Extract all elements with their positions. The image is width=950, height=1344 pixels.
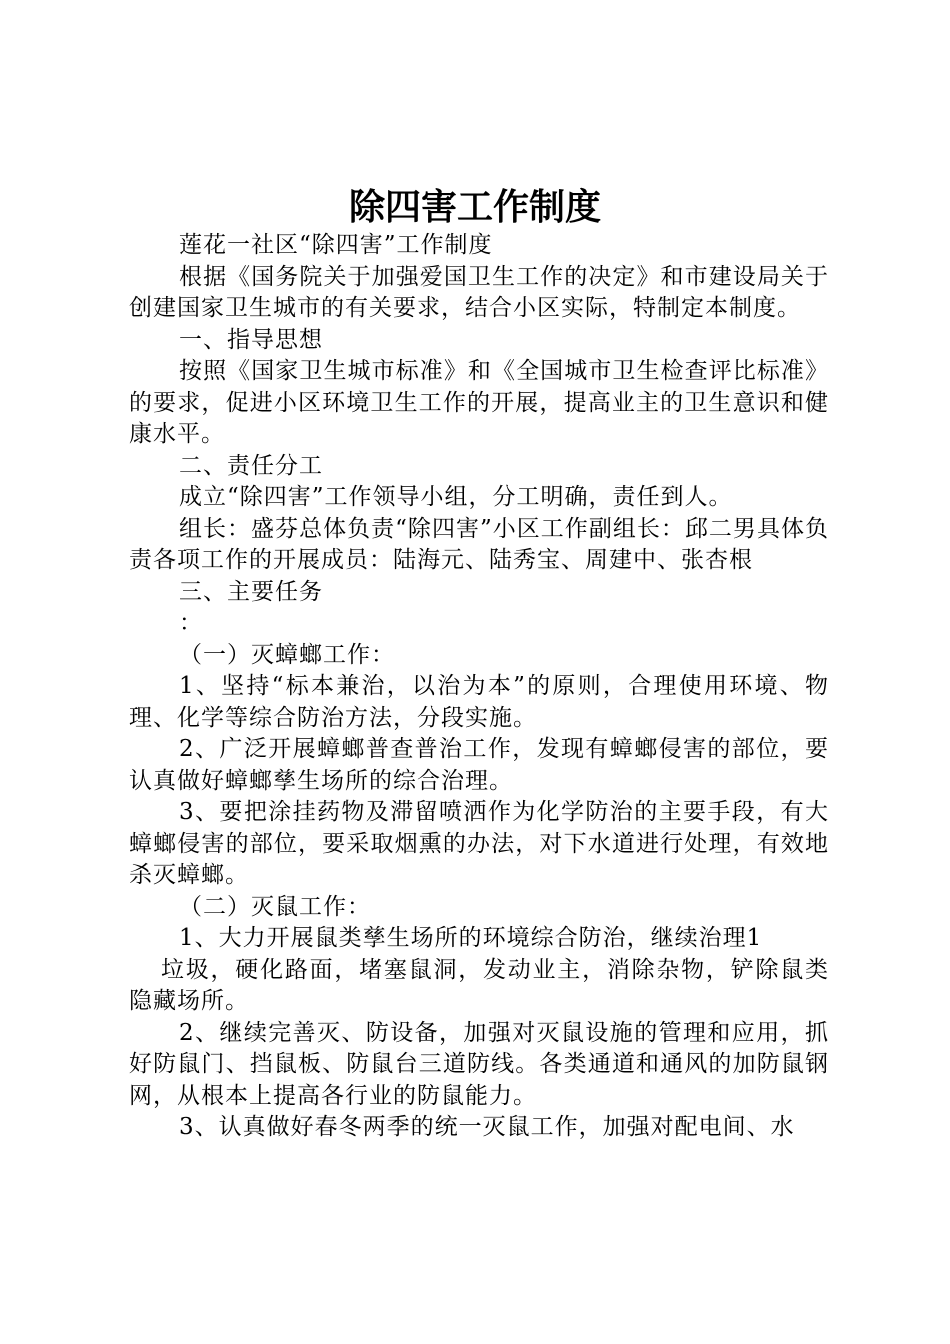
section-heading-responsibility: 二、责任分工 [179,452,323,479]
section-heading-main-tasks: 三、主要任务 [179,578,323,605]
subsection-heading-rodent: （二）灭鼠工作： [179,893,371,920]
colon-line: ： [179,610,203,636]
document-title: 除四害工作制度 [348,187,601,228]
cockroach-item-3: 3、要把涂挂药物及滞留喷洒作为化学防治的主要手段，有大蟑螂侵害的部位，要采取烟熏的办法，对下水道进行处理，有效地杀灭蟑螂。 [129,799,829,888]
rodent-item-2: 2、继续完善灭、防设备，加强对灭鼠设施的管理和应用，抓好防鼠门、挡鼠板、防鼠台三道防线。各类通道和通风的加防鼠钢网，从根本上提高各行业的防鼠能力。 [129,1019,829,1109]
document-body [129,230,829,1144]
rodent-item-1-continued: 垃圾，硬化路面，堵塞鼠洞，发动业主，消除杂物，铲除鼠类隐藏场所。 [129,956,829,1014]
subsection-heading-cockroach: （一）灭蟑螂工作： [179,641,395,668]
section-heading-guiding-ideas: 一、指导思想 [179,326,323,353]
rodent-item-1: 1、大力开展鼠类孳生场所的环境综合防治，继续治理1 [179,925,763,951]
rodent-item-3: 3、认真做好春冬两季的统一灭鼠工作，加强对配电间、水 [179,1114,795,1140]
cockroach-item-1: 1、坚持“标本兼治，以治为本”的原则，合理使用环境、物理、化学等综合防治方法，分段实施。 [129,673,829,731]
team-members-paragraph: 组长：盛芬总体负责“除四害”小区工作副组长：邱二男具体负责各项工作的开展成员：陆海元、陆秀宝、周建中、张杏根 [129,515,829,573]
subtitle-paragraph: 莲花一社区“除四害”工作制度 [179,232,493,258]
intro-paragraph: 根据《国务院关于加强爱国卫生工作的决定》和市建设局关于创建国家卫生城市的有关要求，结合小区实际，特制定本制度。 [129,263,829,321]
guiding-ideas-paragraph: 按照《国家卫生城市标准》和《全国城市卫生检查评比标准》的要求，促进小区环境卫生工作的开展，提高业主的卫生意识和健康水平。 [129,358,829,447]
responsibility-paragraph: 成立“除四害”工作领导小组，分工明确，责任到人。 [179,484,733,510]
cockroach-item-2: 2、广泛开展蟑螂普查普治工作，发现有蟑螂侵害的部位，要认真做好蟑螂孳生场所的综合治理。 [129,736,829,794]
